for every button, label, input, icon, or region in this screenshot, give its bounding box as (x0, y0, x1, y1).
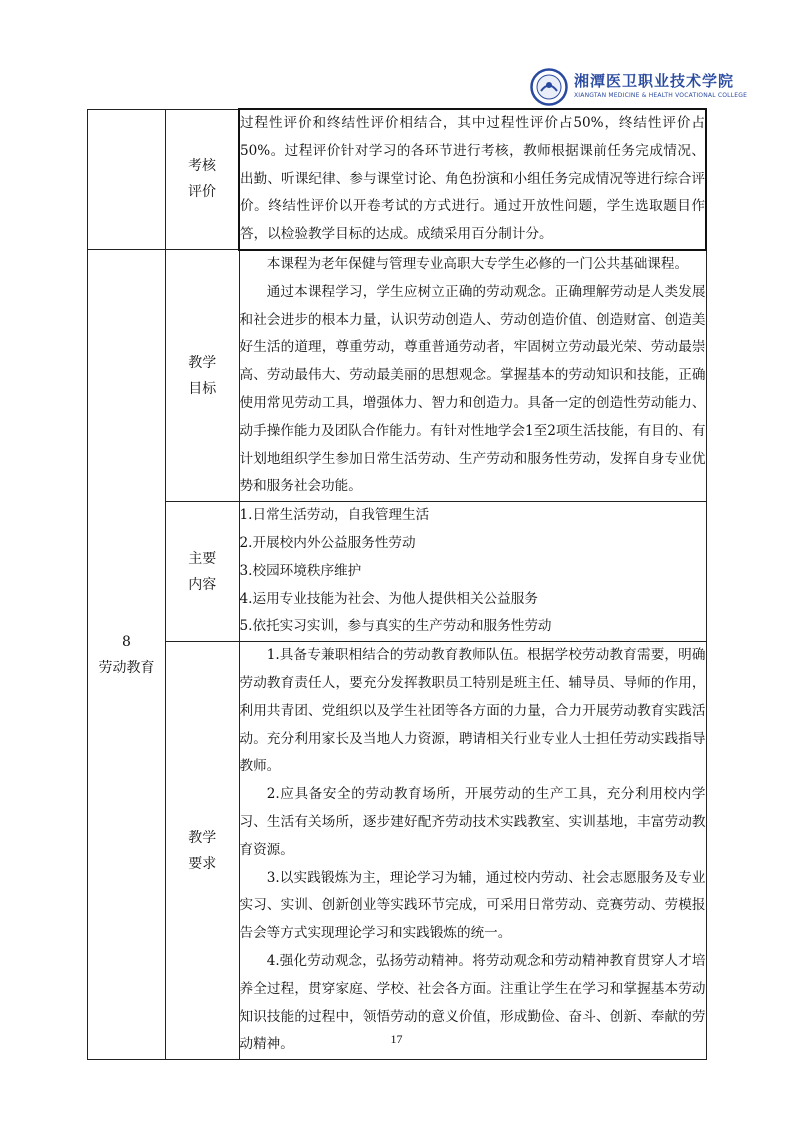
content-label: 主要 内容 (166, 502, 240, 642)
content-body (239, 502, 706, 642)
college-name-en: XIANGTAN MEDICINE & HEALTH VOCATIONAL COLLEGE (574, 92, 748, 99)
college-emblem-icon (530, 68, 568, 106)
requirements-paragraph: 1.具备专兼职相结合的劳动教育教师队伍。根据学校劳动教育需要，明确劳动教育责任人，要充分发挥教职员工特别是班主任、辅导员、导师的作用，利用共青团、党组织以及学生社团等各方面的力量，合力开展劳动教育实践活动。充分利用家长及当地人力资源，聘请相关行业专业人士担任劳动实践指导教师。 (239, 647, 706, 775)
content-item: 1.日常生活劳动，自我管理生活 (239, 507, 430, 524)
assessment-label: 考核 评价 (166, 109, 240, 250)
goals-paragraph: 本课程为老年保健与管理专业高职大专学生必修的一门公共基础课程。 (266, 255, 689, 272)
content-item: 2.开展校内外公益服务性劳动 (239, 534, 416, 551)
requirements-paragraph: 3.以实践锻炼为主，理论学习为辅，通过校内劳动、社会志愿服务及专业实习、实训、创新创业等实践环节完成，可采用日常劳动、竞赛劳动、劳模报告会等方式实现理论学习和实践锻炼的统一。 (239, 869, 706, 942)
course-number-cell-empty (88, 109, 166, 250)
college-name-cn: 湘潭医卫职业技术学院 (574, 72, 735, 90)
goals-paragraph: 通过本课程学习，学生应树立正确的劳动观念。正确理解劳动是人类发展和社会进步的根本力量，认识劳动创造人、劳动创造价值、创造财富、创造美好生活的道理，尊重劳动，尊重普通劳动者，牢固树立劳动最光荣、劳动最崇高、劳动最伟大、劳动最美丽的思想观念。掌握基本的劳动知识和技能，正确使用常见劳动工具，增强体力、智力和创造力。具备一定的创造性劳动能力、动手操作能力及团队合作能力。有针对性地学会1至2项生活技能，有目的、有计划地组织学生参加日常生活劳动、生产劳动和服务性劳动，发挥自身专业优势和服务社会功能。 (239, 283, 706, 495)
requirements-paragraph: 4.强化劳动观念，弘扬劳动精神。将劳动观念和劳动精神教育贯穿人才培养全过程，贯穿家庭、学校、社会各方面。注重让学生在学习和掌握基本劳动知识技能的过程中，领悟劳动的意义价值，形成勤俭、奋斗、创新、奉献的劳动精神。 (239, 952, 706, 1053)
table-row-goals (88, 250, 707, 502)
requirements-paragraph: 2.应具备安全的劳动教育场所，开展劳动的生产工具，充分利用校内学习、生活有关场所，逐步建好配齐劳动技术实践教室、实训基地，丰富劳动教育资源。 (239, 786, 706, 858)
course-name: 劳动教育 (98, 659, 155, 676)
requirements-label: 教学 要求 (166, 642, 240, 1060)
content-item: 3.校园环境秩序维护 (239, 562, 362, 579)
assessment-paragraph: 过程性评价和终结性评价相结合，其中过程性评价占50%，终结性评价占50%。过程评价针对学习的各环节进行考核，教师根据课前任务完成情况、出勤、听课纪律、参与课堂讨论、角色扮演和小组任务完成情况等进行综合评价。终结性评价以开卷考试的方式进行。通过开放性问题，学生选取题目作答，以检验教学目标的达成。成绩采用百分制计分。 (240, 115, 705, 243)
table-row-requirements (88, 642, 707, 1060)
content-item: 5.依托实习实训，参与真实的生产劳动和服务性劳动 (239, 618, 552, 635)
goals-body (239, 250, 706, 502)
course-cell (88, 250, 166, 1060)
goals-label: 教学 目标 (166, 250, 240, 502)
content-item: 4.运用专业技能为社会、为他人提供相关公益服务 (239, 590, 538, 607)
college-logo (530, 68, 748, 108)
requirements-body (239, 642, 706, 1060)
course-table (87, 108, 707, 1060)
table-row-content (88, 502, 707, 642)
table-row-assessment (88, 109, 707, 250)
assessment-body (239, 109, 706, 250)
page-number: 17 (390, 1032, 403, 1046)
course-number: 8 (122, 633, 131, 650)
